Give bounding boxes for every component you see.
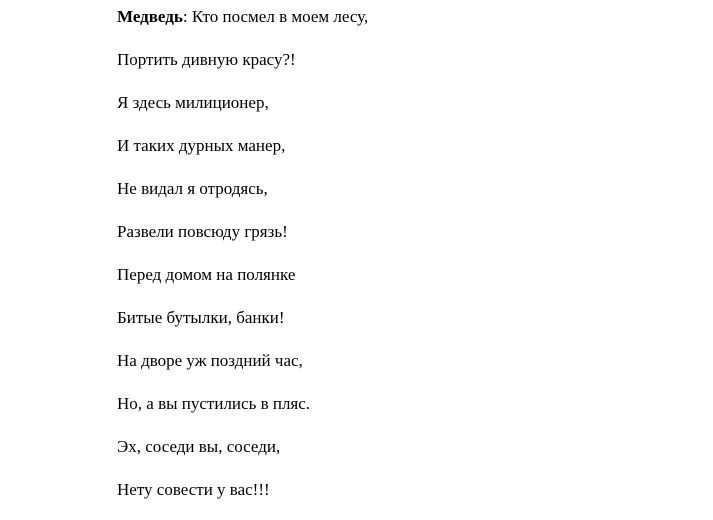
speaker-separator: : (182, 7, 188, 26)
poem-line: Развели повсюду грязь! (117, 222, 288, 241)
poem-line: Битые бутылки, банки! (117, 308, 285, 327)
poem-line: Эх, соседи вы, соседи, (117, 437, 281, 456)
speaker-name: Медведь (117, 7, 183, 26)
poem-line (117, 4, 368, 47)
poem-line: На дворе уж поздний час, (117, 351, 303, 370)
poem-line: И таких дурных манер, (117, 136, 286, 155)
poem-line: Перед домом на полянке (117, 265, 296, 284)
poem-line: Я здесь милиционер, (117, 93, 269, 112)
poem-line: Но, а вы пустились в пляс. (117, 394, 311, 413)
poem-text (117, 4, 368, 520)
poem-line-text: Кто посмел в моем лесу, (187, 7, 369, 26)
poem-line: Нету совести у вас!!! (117, 480, 270, 499)
poem-line: Портить дивную красу?! (117, 50, 296, 69)
poem-line: Не видал я отродясь, (117, 179, 268, 198)
